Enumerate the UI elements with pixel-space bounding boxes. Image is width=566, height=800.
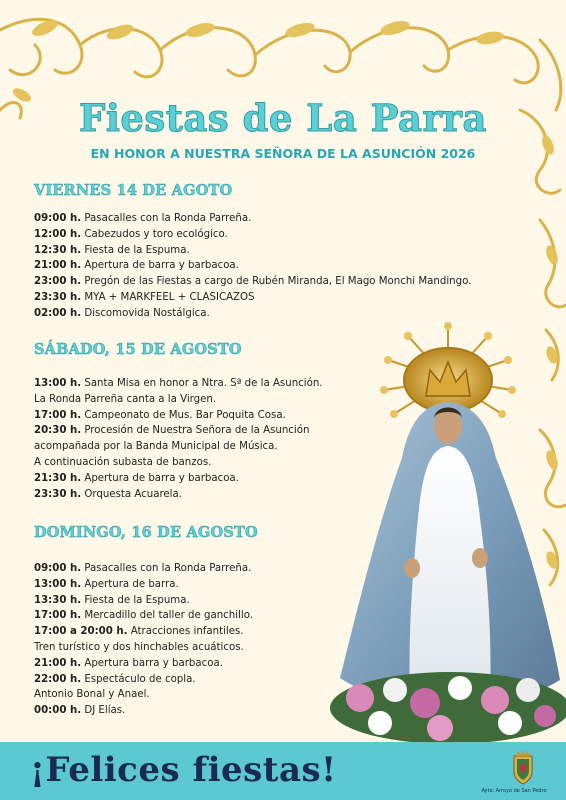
item-time: 13:00 h.	[34, 578, 82, 590]
item-time: 21:00 h.	[34, 260, 82, 272]
item-text: DJ Elías.	[81, 705, 126, 717]
item-time: 02:00 h.	[34, 307, 82, 319]
item-text: Apertura de barra y barbacoa.	[81, 472, 239, 484]
day-heading-saturday: SÁBADO, 15 DE AGOSTO	[34, 341, 242, 358]
item-text: Orquesta Acuarela.	[81, 488, 182, 500]
item-time: 17:00 a 20:00 h.	[34, 626, 128, 638]
item-text: Apertura de barra.	[81, 578, 179, 590]
page-subtitle: EN HONOR A NUESTRA SEÑORA DE LA ASUNCIÓN 2026	[90, 146, 476, 161]
item-time: 12:00 h.	[34, 228, 82, 240]
item-time: 09:00 h.	[34, 213, 82, 224]
item-time: 22:00 h.	[34, 673, 82, 685]
item-time: 23:30 h.	[34, 488, 82, 500]
schedule-friday	[34, 211, 534, 322]
item-text: acompañada por la Banda Municipal de Música.	[34, 441, 278, 453]
item-time: 23:30 h.	[34, 291, 82, 303]
schedule-item	[34, 227, 534, 243]
item-text: Mercadillo del taller de ganchillo.	[81, 610, 254, 622]
item-text: Apertura barra y barbacoa.	[81, 657, 223, 669]
item-text: Pregón de las Fiestas a cargo de Rubén Miranda, El Mago Monchi Mandingo.	[81, 276, 472, 288]
item-time: 21:00 h.	[34, 657, 82, 669]
item-text: Campeonato de Mus. Bar Poquita Cosa.	[81, 409, 286, 421]
item-text: Antonio Bonal y Anael.	[34, 689, 150, 701]
item-text: Procesión de Nuestra Señora de la Asunción	[81, 425, 310, 437]
item-time: 21:30 h.	[34, 472, 82, 484]
item-text: Espectáculo de copla.	[81, 673, 196, 685]
item-time: 09:00 h.	[34, 563, 82, 574]
schedule-item	[34, 211, 534, 227]
item-text: Fiesta de la Espuma.	[81, 594, 190, 606]
page-title: Fiestas de La Parra	[79, 96, 487, 140]
item-text: Pasacalles con la Ronda Parreña.	[81, 213, 252, 224]
municipal-crest-icon	[508, 748, 538, 786]
item-time: 13:00 h.	[34, 378, 82, 389]
schedule-item	[34, 243, 534, 259]
schedule-item	[34, 290, 534, 306]
item-text: Fiesta de la Espuma.	[81, 244, 190, 256]
schedule-item	[34, 274, 534, 290]
schedule-item	[34, 258, 534, 274]
day-heading-sunday: DOMINGO, 16 DE AGOSTO	[34, 524, 258, 541]
item-time: 17:00 h.	[34, 610, 82, 622]
crest-caption: Ayto. Arroyo de San Pedro	[481, 788, 547, 794]
item-text: A continuación subasta de banzos.	[34, 456, 212, 468]
footer-greeting: ¡Felices fiestas!	[30, 750, 337, 790]
item-time: 13:30 h.	[34, 594, 82, 606]
virgin-statue-image	[300, 318, 566, 748]
item-time: 00:00 h.	[34, 705, 82, 717]
item-text: Discomovida Nostálgica.	[81, 307, 210, 319]
item-text: Tren turístico y dos hinchables acuáticos.	[34, 641, 244, 653]
item-text: Cabezudos y toro ecológico.	[81, 228, 228, 240]
item-time: 17:00 h.	[34, 409, 82, 421]
item-text: La Ronda Parreña canta a la Virgen.	[34, 393, 217, 405]
flower-arrangement	[330, 672, 566, 744]
item-time: 20:30 h.	[34, 425, 82, 437]
item-time: 12:30 h.	[34, 244, 82, 256]
day-heading-friday: VIERNES 14 DE AGOTO	[34, 182, 233, 199]
item-text: Santa Misa en honor a Ntra. Sª de la Asunción.	[81, 378, 323, 389]
item-text: MYA + MARKFEEL + CLASICAZOS	[81, 291, 255, 303]
item-time: 23:00 h.	[34, 276, 82, 288]
item-text: Atracciones infantiles.	[127, 626, 244, 638]
item-text: Apertura de barra y barbacoa.	[81, 260, 239, 272]
item-text: Pasacalles con la Ronda Parreña.	[81, 563, 252, 574]
